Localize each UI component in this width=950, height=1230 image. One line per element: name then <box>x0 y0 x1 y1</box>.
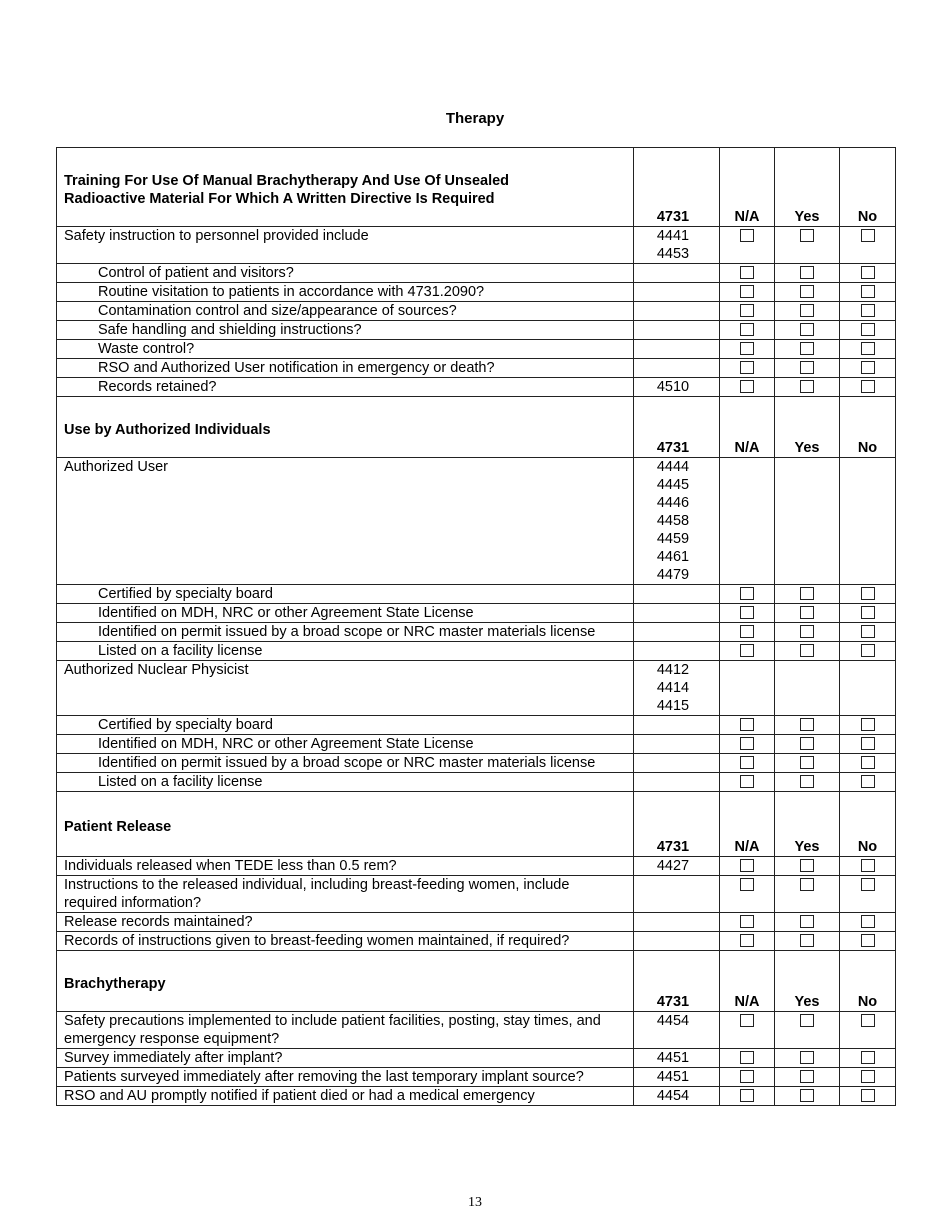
checklist-row <box>57 1087 896 1106</box>
checkbox-cell-no <box>840 321 896 340</box>
row-description: Patients surveyed immediately after removing the last temporary implant source? <box>57 1068 634 1087</box>
checkbox-na[interactable] <box>740 342 754 355</box>
checkbox-cell-na <box>720 458 775 585</box>
row-description: Listed on a facility license <box>57 773 634 792</box>
row-description: Waste control? <box>57 340 634 359</box>
section-title <box>57 397 634 458</box>
checkbox-cell-no <box>840 378 896 397</box>
checkbox-na[interactable] <box>740 934 754 947</box>
checkbox-na[interactable] <box>740 859 754 872</box>
checkbox-na[interactable] <box>740 1089 754 1102</box>
checkbox-cell-no <box>840 1087 896 1106</box>
checkbox-yes[interactable] <box>800 644 814 657</box>
row-references <box>634 1049 720 1068</box>
checkbox-cell-yes <box>775 283 840 302</box>
checkbox-cell-na <box>720 642 775 661</box>
checkbox-cell-yes <box>775 604 840 623</box>
section-title <box>57 951 634 1012</box>
column-header-na: N/A <box>720 792 775 857</box>
checkbox-cell-yes <box>775 321 840 340</box>
checkbox-cell-yes <box>775 716 840 735</box>
checkbox-cell-na <box>720 283 775 302</box>
row-references <box>634 735 720 754</box>
checklist-row <box>57 1049 896 1068</box>
row-references <box>634 458 720 585</box>
row-description: Release records maintained? <box>57 913 634 932</box>
checkbox-yes[interactable] <box>800 606 814 619</box>
row-references <box>634 773 720 792</box>
row-description: Instructions to the released individual, including breast-feeding women, include required information? <box>57 876 634 913</box>
row-references <box>634 359 720 378</box>
checkbox-cell-na <box>720 227 775 264</box>
checkbox-cell-na <box>720 1068 775 1087</box>
checkbox-yes[interactable] <box>800 1070 814 1083</box>
checkbox-no[interactable] <box>861 304 875 317</box>
column-header-no: No <box>840 148 896 227</box>
checkbox-cell-yes <box>775 458 840 585</box>
page-number: 13 <box>468 1195 482 1210</box>
checkbox-cell-na <box>720 302 775 321</box>
checkbox-no[interactable] <box>861 229 875 242</box>
reference-number: 4415 <box>656 698 690 714</box>
row-references <box>634 264 720 283</box>
section-header <box>57 792 896 857</box>
checkbox-cell-no <box>840 857 896 876</box>
checkbox-cell-yes <box>775 857 840 876</box>
checklist-row <box>57 857 896 876</box>
row-references <box>634 340 720 359</box>
row-description: Survey immediately after implant? <box>57 1049 634 1068</box>
checkbox-cell-na <box>720 661 775 716</box>
checkbox-cell-no <box>840 932 896 951</box>
checkbox-cell-no <box>840 340 896 359</box>
checkbox-no[interactable] <box>861 718 875 731</box>
checkbox-cell-no <box>840 1049 896 1068</box>
reference-number: 4445 <box>656 477 690 493</box>
column-header-yes: Yes <box>775 951 840 1012</box>
column-header-yes: Yes <box>775 792 840 857</box>
checkbox-no[interactable] <box>861 361 875 374</box>
row-description: Identified on permit issued by a broad scope or NRC master materials license <box>57 754 634 773</box>
checklist-row <box>57 283 896 302</box>
checkbox-cell-yes <box>775 1049 840 1068</box>
row-references <box>634 754 720 773</box>
checkbox-cell-na <box>720 264 775 283</box>
checkbox-cell-na <box>720 378 775 397</box>
checkbox-cell-na <box>720 604 775 623</box>
row-description: Records retained? <box>57 378 634 397</box>
checkbox-na[interactable] <box>740 878 754 891</box>
reference-number: 4451 <box>656 1050 690 1066</box>
checkbox-cell-no <box>840 754 896 773</box>
checkbox-yes[interactable] <box>800 380 814 393</box>
reference-number: 4454 <box>656 1088 690 1104</box>
checklist-row <box>57 359 896 378</box>
checkbox-yes[interactable] <box>800 342 814 355</box>
checkbox-cell-na <box>720 716 775 735</box>
checkbox-yes[interactable] <box>800 718 814 731</box>
column-header-yes: Yes <box>775 148 840 227</box>
checkbox-yes[interactable] <box>800 934 814 947</box>
checkbox-no[interactable] <box>861 606 875 619</box>
checkbox-cell-yes <box>775 1068 840 1087</box>
checkbox-cell-yes <box>775 754 840 773</box>
checklist-row <box>57 264 896 283</box>
checkbox-no[interactable] <box>861 342 875 355</box>
checkbox-yes[interactable] <box>800 285 814 298</box>
checkbox-na[interactable] <box>740 606 754 619</box>
checkbox-no[interactable] <box>861 323 875 336</box>
checkbox-cell-yes <box>775 302 840 321</box>
checkbox-no[interactable] <box>861 625 875 638</box>
row-references <box>634 642 720 661</box>
checkbox-yes[interactable] <box>800 756 814 769</box>
checkbox-cell-yes <box>775 1012 840 1049</box>
checkbox-cell-no <box>840 458 896 585</box>
checkbox-no[interactable] <box>861 1014 875 1027</box>
checkbox-cell-no <box>840 585 896 604</box>
section-title-line: Use by Authorized Individuals <box>64 422 271 438</box>
checklist-row <box>57 585 896 604</box>
checklist-row <box>57 378 896 397</box>
checkbox-na[interactable] <box>740 625 754 638</box>
column-header-na: N/A <box>720 397 775 458</box>
checklist-row <box>57 604 896 623</box>
checkbox-cell-na <box>720 1049 775 1068</box>
checkbox-yes[interactable] <box>800 361 814 374</box>
checkbox-yes[interactable] <box>800 625 814 638</box>
checkbox-na[interactable] <box>740 756 754 769</box>
reference-number: 4459 <box>656 531 690 547</box>
row-description: Certified by specialty board <box>57 716 634 735</box>
checkbox-no[interactable] <box>861 266 875 279</box>
checklist-row <box>57 754 896 773</box>
row-references <box>634 378 720 397</box>
checkbox-cell-na <box>720 773 775 792</box>
checklist-row <box>57 661 896 716</box>
checkbox-yes[interactable] <box>800 1014 814 1027</box>
checklist-row <box>57 302 896 321</box>
row-references <box>634 302 720 321</box>
row-references <box>634 1087 720 1106</box>
checkbox-na[interactable] <box>740 304 754 317</box>
checklist-row <box>57 227 896 264</box>
checkbox-yes[interactable] <box>800 878 814 891</box>
section-title-line: Brachytherapy <box>64 976 166 992</box>
checkbox-yes[interactable] <box>800 1051 814 1064</box>
checkbox-cell-no <box>840 642 896 661</box>
checklist-row <box>57 716 896 735</box>
row-references <box>634 585 720 604</box>
checkbox-na[interactable] <box>740 587 754 600</box>
row-description: Certified by specialty board <box>57 585 634 604</box>
row-description: RSO and AU promptly notified if patient died or had a medical emergency <box>57 1087 634 1106</box>
checkbox-no[interactable] <box>861 859 875 872</box>
row-description: Authorized User <box>57 458 634 585</box>
checkbox-yes[interactable] <box>800 915 814 928</box>
reference-number: 4451 <box>656 1069 690 1085</box>
section-title-line: Patient Release <box>64 819 172 835</box>
reference-number: 4414 <box>656 680 690 696</box>
checklist-row <box>57 932 896 951</box>
checkbox-cell-na <box>720 359 775 378</box>
checkbox-na[interactable] <box>740 361 754 374</box>
row-references <box>634 604 720 623</box>
checkbox-cell-no <box>840 773 896 792</box>
row-description: Listed on a facility license <box>57 642 634 661</box>
row-references <box>634 857 720 876</box>
row-references <box>634 716 720 735</box>
checkbox-no[interactable] <box>861 1051 875 1064</box>
row-references <box>634 283 720 302</box>
checkbox-cell-na <box>720 1012 775 1049</box>
section-header <box>57 397 896 458</box>
row-references <box>634 321 720 340</box>
checklist-row <box>57 1012 896 1049</box>
checkbox-cell-yes <box>775 773 840 792</box>
checkbox-na[interactable] <box>740 718 754 731</box>
column-header-ref: 4731 <box>634 397 720 458</box>
row-description: Routine visitation to patients in accordance with 4731.2090? <box>57 283 634 302</box>
row-references <box>634 913 720 932</box>
checkbox-na[interactable] <box>740 229 754 242</box>
checkbox-cell-yes <box>775 1087 840 1106</box>
checkbox-no[interactable] <box>861 587 875 600</box>
row-references <box>634 1012 720 1049</box>
row-description: Records of instructions given to breast-feeding women maintained, if required? <box>57 932 634 951</box>
reference-number: 4444 <box>656 459 690 475</box>
checkbox-na[interactable] <box>740 915 754 928</box>
section-header <box>57 148 896 227</box>
checkbox-cell-na <box>720 876 775 913</box>
checkbox-cell-na <box>720 857 775 876</box>
checklist-row <box>57 773 896 792</box>
checkbox-cell-na <box>720 913 775 932</box>
column-header-na: N/A <box>720 148 775 227</box>
checkbox-cell-yes <box>775 227 840 264</box>
row-references <box>634 227 720 264</box>
section-header <box>57 951 896 1012</box>
checkbox-cell-yes <box>775 378 840 397</box>
checkbox-yes[interactable] <box>800 859 814 872</box>
checkbox-yes[interactable] <box>800 737 814 750</box>
row-description: Control of patient and visitors? <box>57 264 634 283</box>
section-title-line: Training For Use Of Manual Brachytherapy And Use Of Unsealed <box>64 173 510 189</box>
reference-number: 4441 <box>656 228 690 244</box>
row-description: Individuals released when TEDE less than 0.5 rem? <box>57 857 634 876</box>
checkbox-cell-yes <box>775 642 840 661</box>
checkbox-cell-no <box>840 604 896 623</box>
checkbox-na[interactable] <box>740 323 754 336</box>
checkbox-yes[interactable] <box>800 1089 814 1102</box>
reference-number: 4412 <box>656 662 690 678</box>
checkbox-na[interactable] <box>740 266 754 279</box>
checkbox-cell-yes <box>775 340 840 359</box>
checklist-row <box>57 458 896 585</box>
checkbox-cell-na <box>720 735 775 754</box>
checkbox-no[interactable] <box>861 380 875 393</box>
checkbox-cell-no <box>840 283 896 302</box>
checklist-row <box>57 340 896 359</box>
row-description: Safe handling and shielding instructions? <box>57 321 634 340</box>
reference-number: 4454 <box>656 1013 690 1029</box>
checkbox-cell-no <box>840 264 896 283</box>
section-title <box>57 792 634 857</box>
checkbox-cell-no <box>840 623 896 642</box>
reference-number: 4461 <box>656 549 690 565</box>
checkbox-cell-yes <box>775 359 840 378</box>
row-description: Safety precautions implemented to include patient facilities, posting, stay times, and emergency response equipment? <box>57 1012 634 1049</box>
row-references <box>634 876 720 913</box>
checkbox-cell-no <box>840 735 896 754</box>
row-description: Safety instruction to personnel provided include <box>57 227 634 264</box>
checkbox-cell-yes <box>775 623 840 642</box>
checkbox-no[interactable] <box>861 1070 875 1083</box>
row-description: Authorized Nuclear Physicist <box>57 661 634 716</box>
row-description: Identified on MDH, NRC or other Agreement State License <box>57 604 634 623</box>
checkbox-cell-no <box>840 302 896 321</box>
row-references <box>634 661 720 716</box>
checkbox-na[interactable] <box>740 737 754 750</box>
checkbox-cell-na <box>720 754 775 773</box>
column-header-yes: Yes <box>775 397 840 458</box>
checkbox-no[interactable] <box>861 1089 875 1102</box>
checkbox-no[interactable] <box>861 878 875 891</box>
checkbox-cell-no <box>840 716 896 735</box>
column-header-na: N/A <box>720 951 775 1012</box>
column-header-no: No <box>840 397 896 458</box>
row-description: RSO and Authorized User notification in emergency or death? <box>57 359 634 378</box>
checkbox-cell-yes <box>775 735 840 754</box>
row-description: Identified on MDH, NRC or other Agreement State License <box>57 735 634 754</box>
checkbox-yes[interactable] <box>800 229 814 242</box>
checklist-row <box>57 735 896 754</box>
section-title-line: Radioactive Material For Which A Written Directive Is Required <box>64 191 495 207</box>
checkbox-yes[interactable] <box>800 266 814 279</box>
checkbox-cell-yes <box>775 932 840 951</box>
checklist-table <box>56 147 896 1106</box>
column-header-no: No <box>840 792 896 857</box>
checkbox-cell-na <box>720 340 775 359</box>
checklist-row <box>57 642 896 661</box>
checkbox-cell-no <box>840 1068 896 1087</box>
checkbox-cell-yes <box>775 876 840 913</box>
checkbox-cell-no <box>840 913 896 932</box>
checkbox-yes[interactable] <box>800 304 814 317</box>
reference-number: 4458 <box>656 513 690 529</box>
checkbox-no[interactable] <box>861 644 875 657</box>
row-references <box>634 932 720 951</box>
checkbox-no[interactable] <box>861 756 875 769</box>
checkbox-cell-no <box>840 876 896 913</box>
checkbox-cell-na <box>720 1087 775 1106</box>
checklist-row <box>57 321 896 340</box>
checkbox-no[interactable] <box>861 285 875 298</box>
checkbox-na[interactable] <box>740 775 754 788</box>
checkbox-cell-yes <box>775 913 840 932</box>
reference-number: 4427 <box>656 858 690 874</box>
checkbox-cell-na <box>720 321 775 340</box>
row-description: Contamination control and size/appearance of sources? <box>57 302 634 321</box>
page-title: Therapy <box>445 110 505 127</box>
checkbox-cell-no <box>840 1012 896 1049</box>
checklist-row <box>57 1068 896 1087</box>
column-header-ref: 4731 <box>634 792 720 857</box>
checkbox-no[interactable] <box>861 775 875 788</box>
reference-number: 4479 <box>656 567 690 583</box>
checkbox-cell-na <box>720 623 775 642</box>
reference-number: 4453 <box>656 246 690 262</box>
row-references <box>634 623 720 642</box>
reference-number: 4446 <box>656 495 690 511</box>
row-references <box>634 1068 720 1087</box>
checkbox-cell-no <box>840 227 896 264</box>
column-header-no: No <box>840 951 896 1012</box>
checkbox-na[interactable] <box>740 1051 754 1064</box>
section-title <box>57 148 634 227</box>
checkbox-na[interactable] <box>740 1014 754 1027</box>
checkbox-na[interactable] <box>740 1070 754 1083</box>
checkbox-na[interactable] <box>740 285 754 298</box>
checkbox-cell-no <box>840 661 896 716</box>
checklist-row <box>57 876 896 913</box>
checkbox-cell-yes <box>775 661 840 716</box>
row-description: Identified on permit issued by a broad scope or NRC master materials license <box>57 623 634 642</box>
checkbox-na[interactable] <box>740 644 754 657</box>
checkbox-cell-yes <box>775 585 840 604</box>
checkbox-no[interactable] <box>861 737 875 750</box>
checkbox-na[interactable] <box>740 380 754 393</box>
column-header-ref: 4731 <box>634 148 720 227</box>
checkbox-cell-yes <box>775 264 840 283</box>
checklist-row <box>57 913 896 932</box>
checkbox-cell-na <box>720 585 775 604</box>
checkbox-yes[interactable] <box>800 775 814 788</box>
checkbox-no[interactable] <box>861 915 875 928</box>
checkbox-yes[interactable] <box>800 323 814 336</box>
checklist-row <box>57 623 896 642</box>
checkbox-cell-no <box>840 359 896 378</box>
checkbox-cell-na <box>720 932 775 951</box>
reference-number: 4510 <box>656 379 690 395</box>
checkbox-yes[interactable] <box>800 587 814 600</box>
checkbox-no[interactable] <box>861 934 875 947</box>
column-header-ref: 4731 <box>634 951 720 1012</box>
